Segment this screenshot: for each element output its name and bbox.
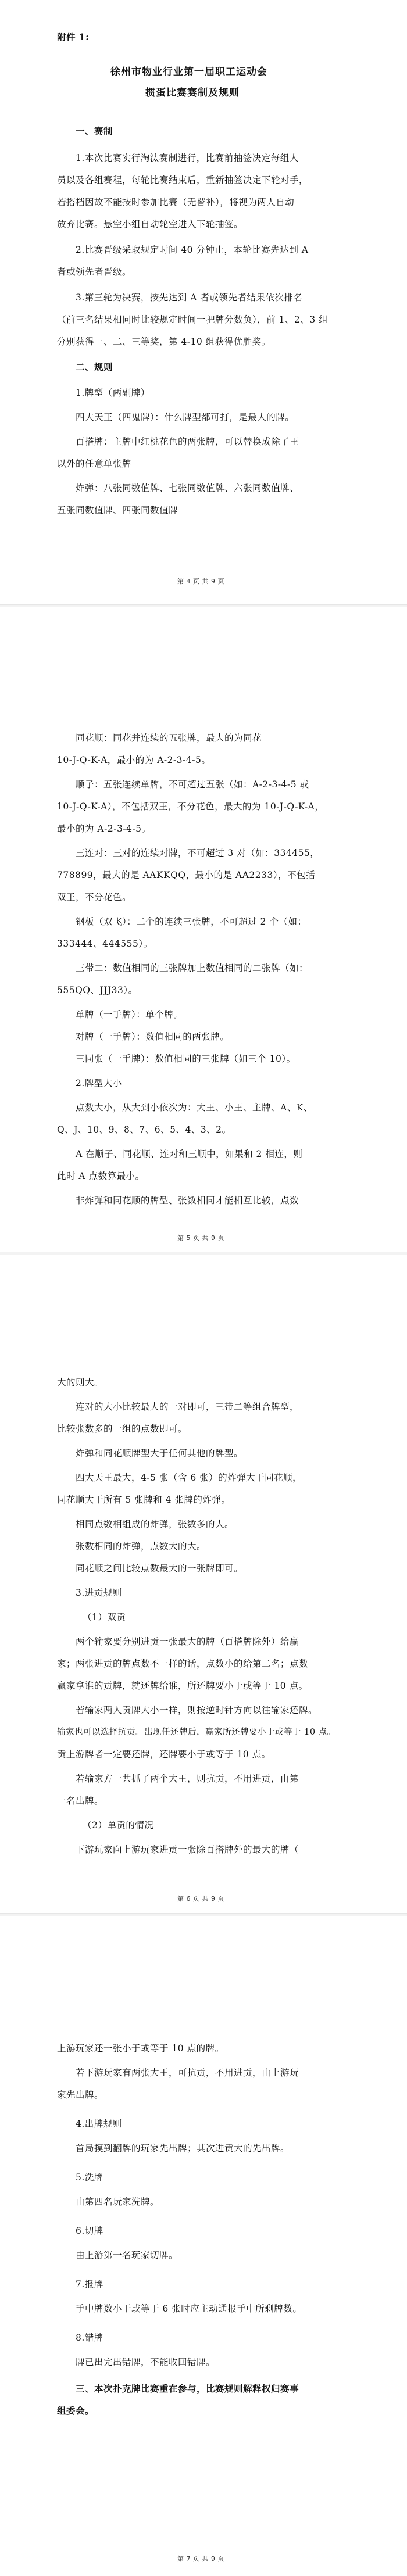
text-line: 张数相同的炸弹，点数大的大。	[76, 1541, 206, 1552]
text-line: 分别获得一、二、三等奖，第 4-10 组获得优胜奖。	[57, 336, 271, 347]
text-line: 四大天王最大，4-5 张（含 6 张）的炸弹大于同花顺，	[76, 1472, 302, 1483]
attachment-label: 附件 1:	[57, 31, 90, 42]
text-line: 四大天王（四鬼牌）：什么牌型都可打，是最大的牌。	[76, 412, 295, 422]
text-line: （前三名结果相同时比较规定时间一把牌分数负），前 1、2、3 组	[57, 314, 329, 325]
document-page-5	[0, 607, 407, 1255]
text-line: 此时 A 点数算最小。	[57, 1171, 145, 1181]
text-line: 两个输家要分别进贡一张最大的牌（百搭牌除外）给赢	[76, 1636, 299, 1647]
text-line: 五张同数值牌、四张同数值牌	[57, 505, 178, 515]
text-line: 以外的任意单张牌	[57, 458, 132, 469]
text-line: 对牌（一手牌）：数值相同的两张牌。	[76, 1031, 230, 1042]
text-line: 三同张（一手牌）：数值相同的三张牌（如三个 10）。	[76, 1054, 296, 1064]
text-line: （1）双贡	[83, 1612, 126, 1622]
text-line: 点数大小，从大到小依次为：大王、小王、主牌、A、K、	[76, 1102, 313, 1113]
section-heading: 一、赛制	[76, 126, 113, 137]
text-line: 比较张数多的一组的点数即可。	[57, 1424, 188, 1434]
text-line: 若下游玩家有两张大王，可抗贡，不用进贡，由上游玩	[76, 2068, 299, 2078]
text-line: 手中牌数小于或等于 6 张时应主动通报手中所剩牌数。	[76, 2303, 302, 2314]
text-line: 放弃比赛。悬空小组自动轮空进入下轮抽签。	[57, 219, 244, 230]
text-line: 百搭牌：主牌中红桃花色的两张牌，可以替换成除了王	[76, 436, 299, 447]
page-number: 第 6 页 共 9 页	[177, 1895, 224, 1903]
text-line: 家；两张进贡的牌点数不一样的话，点数小的给第二名；点数	[57, 1658, 309, 1669]
section-heading: 三、本次扑克牌比赛重在参与，比赛规则解释权归赛事	[76, 2383, 299, 2394]
text-line: 三带二：数值相同的三张牌加上数值相同的二张牌（如：	[76, 963, 309, 973]
text-line: 5.洗牌	[76, 2172, 103, 2183]
text-line: 家先出牌。	[57, 2090, 104, 2100]
text-line: 双王，不分花色。	[57, 892, 132, 902]
page-number: 第 5 页 共 9 页	[177, 1234, 224, 1242]
section-heading: 二、规则	[76, 361, 113, 372]
text-line: 6.切牌	[76, 2226, 103, 2236]
text-line: 778899，最大的是 AAKKQQ，最小的是 AA2233），不包括	[57, 870, 316, 880]
text-line: 单牌（一手牌）：单个牌。	[76, 1009, 183, 1020]
text-line: 非炸弹和同花顺的牌型、张数相同才能相互比较，点数	[76, 1195, 299, 1206]
text-line: 由第四名玩家洗牌。	[76, 2197, 160, 2207]
text-line: 3.进贡规则	[76, 1588, 122, 1598]
text-line: 贡上游牌者一定要还牌，还牌要小于或等于 10 点。	[57, 1749, 271, 1760]
text-line: 一名出牌。	[57, 1796, 104, 1806]
text-line: 若搭档因故不能按时参加比赛（无替补），将视为两人自动	[57, 197, 295, 207]
text-line: 炸弹和同花顺牌型大于任何其他的牌型。	[76, 1448, 244, 1459]
text-line: 555QQ、JJJ33）。	[57, 985, 138, 995]
text-line: 上游玩家还一张小于或等于 10 点的牌。	[57, 2043, 224, 2054]
text-line: （2）单贡的情况	[83, 1820, 154, 1830]
text-line: 10-J-Q-K-A，最小的为 A-2-3-4-5。	[57, 755, 211, 765]
text-line: 同花顺之间比较点数最大的一张牌即可。	[76, 1563, 244, 1574]
text-line: 相同点数相组成的炸弹，张数多的大。	[76, 1519, 234, 1529]
text-line: 7.报牌	[76, 2279, 103, 2290]
text-line: 1.本次比赛实行淘汰赛制进行，比赛前抽签决定每组人	[76, 153, 299, 163]
text-line: 员以及各组赛程，每轮比赛结束后，重新抽签决定下轮对手，	[57, 175, 309, 185]
text-line: 大的则大。	[57, 1377, 104, 1388]
section-heading-continued: 组委会。	[57, 2405, 95, 2416]
text-line: 2.比赛晋级采取规定时间 40 分钟止，本轮比赛先达到 A	[76, 245, 309, 255]
text-line: 1.牌型（两副牌）	[76, 388, 150, 398]
text-line: 若输家两人贡牌大小一样，则按逆时针方向以往输家还牌。	[76, 1705, 318, 1715]
text-line: 同花顺大于所有 5 张牌和 4 张牌的炸弹。	[57, 1495, 231, 1505]
page-number: 第 7 页 共 9 页	[177, 2555, 224, 2563]
text-line: 输家也可以选择抗贡。出现任还牌后，赢家所还牌要小于或等于 10 点。	[57, 1728, 336, 1737]
text-line: 8.错牌	[76, 2333, 103, 2343]
text-line: 连对的大小比较最大的一对即可，三带二等组合牌型，	[76, 1402, 299, 1412]
text-line: 4.出牌规则	[76, 2119, 122, 2129]
text-line: Q、J、10、9、8、7、6、5、4、3、2。	[57, 1124, 231, 1135]
document-page-6	[0, 1255, 407, 1916]
text-line: 三连对：三对的连续对牌，不可超过 3 对（如：334455，	[76, 848, 320, 858]
text-line: 10-J-Q-K-A），不包括双王，不分花色，最大的为 10-J-Q-K-A，	[57, 801, 324, 812]
text-line: 炸弹：八张同数值牌、七张同数值牌、六张同数值牌、	[76, 483, 299, 493]
text-line: A 在顺子、同花顺、连对和三顺中，如果和 2 相连，则	[76, 1149, 303, 1159]
text-line: 赢家拿谁的贡牌，就还牌给谁，所还牌要小于或等于 10 点。	[57, 1681, 308, 1691]
text-line: 者或领先者晋级。	[57, 267, 132, 277]
page-number: 第 4 页 共 9 页	[177, 578, 224, 585]
document-page-7	[0, 1916, 407, 2576]
text-line: 333444、444555）。	[57, 938, 153, 949]
text-line: 牌已出完出错牌，不能收回错牌。	[76, 2357, 216, 2367]
text-line: 首局摸到翻牌的玩家先出牌；其次进贡大的先出牌。	[76, 2143, 290, 2154]
text-line: 同花顺：同花并连续的五张牌，最大的为同花	[76, 733, 262, 743]
text-line: 3.第三轮为决赛，按先达到 A 者或领先者结果依次排名	[76, 292, 303, 303]
text-line: 最小的为 A-2-3-4-5。	[57, 823, 151, 834]
text-line: 钢板（双飞）：二个的连续三张牌，不可超过 2 个（如：	[76, 916, 307, 927]
text-line: 顺子：五张连续单牌，不可超过五张（如：A-2-3-4-5 或	[76, 779, 309, 790]
text-line: 下游玩家向上游玩家进贡一张除百搭牌外的最大的牌（	[76, 1844, 299, 1855]
text-line: 2.牌型大小	[76, 1078, 122, 1088]
document-page-4	[0, 0, 407, 607]
text-line: 若输家方一共抓了两个大王，则抗贡，不用进贡，由第	[76, 1774, 299, 1784]
text-line: 由上游第一名玩家切牌。	[76, 2250, 178, 2260]
document-title: 徐州市物业行业第一届职工运动会	[110, 66, 267, 78]
document-subtitle: 掼蛋比赛赛制及规则	[145, 87, 240, 99]
